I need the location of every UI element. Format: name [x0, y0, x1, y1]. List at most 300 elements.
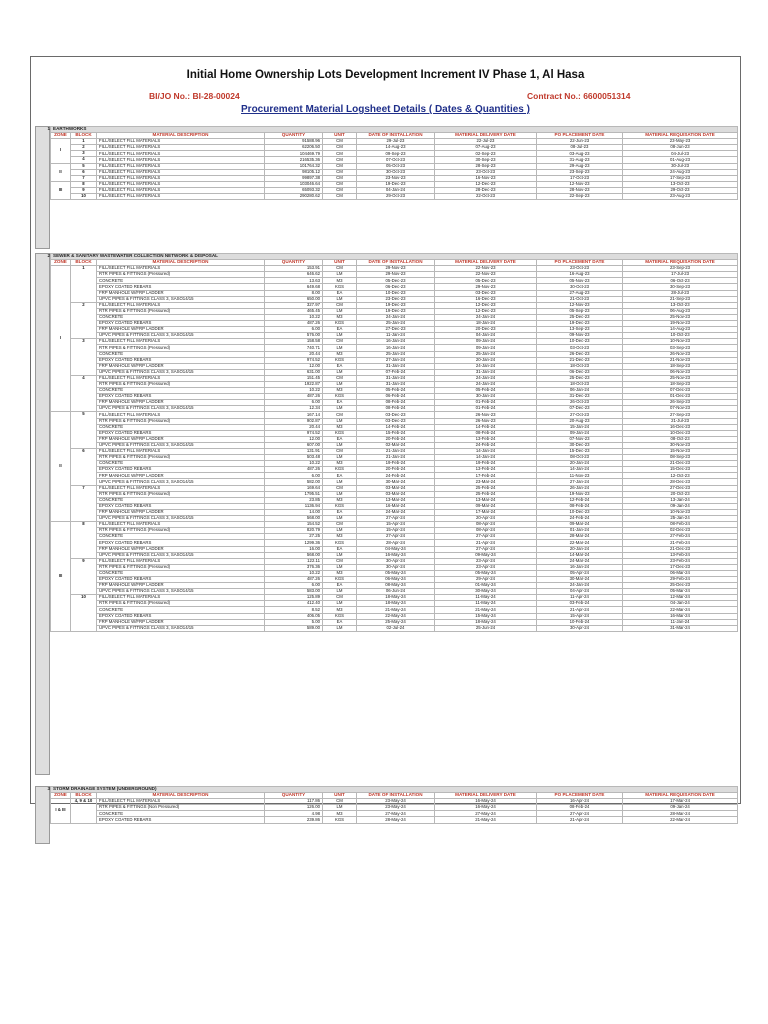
installation-date: 06-May-24 — [357, 576, 435, 582]
block-cell: 4 — [71, 157, 97, 163]
installation-date: 02-Jul-24 — [357, 625, 435, 631]
quantity: 649.68 — [265, 284, 323, 290]
material-description: EPOXY COATED REBARS — [97, 284, 265, 290]
delivery-date: 23-Apr-24 — [435, 564, 537, 570]
unit: CM — [323, 558, 357, 564]
unit: M3 — [323, 388, 357, 394]
unit: LM — [323, 805, 357, 811]
delivery-date: 22-Jul-23 — [435, 139, 537, 145]
requisition-date: 25-Jan-24 — [623, 516, 738, 522]
material-description: FRP MANHOLE W/FRP LADDER — [97, 436, 265, 442]
material-description: FILL/SELECT FILL MATERIALS — [97, 799, 265, 805]
quantity: 376.36 — [265, 564, 323, 570]
column-header: MATERIAL REQUISATION DATE — [623, 133, 738, 139]
requisition-date: 28-Dec-23 — [623, 479, 738, 485]
column-header: BLOCK — [71, 793, 97, 799]
column-header: MATERIAL REQUISATION DATE — [623, 260, 738, 266]
material-description: UPVC PIPES & FITTINGS CLASS 3, SASO14/15 — [97, 589, 265, 595]
installation-date: 05-Dec-23 — [357, 278, 435, 284]
section-earthworks — [47, 126, 737, 200]
block-cell: 10 — [71, 194, 97, 200]
unit: M3 — [323, 811, 357, 817]
installation-date: 23-May-24 — [357, 805, 435, 811]
quantity: 646.62 — [265, 272, 323, 278]
requisition-date: 08-Feb-24 — [623, 522, 738, 528]
quantity: 153.91 — [265, 266, 323, 272]
delivery-date: 02-Sep-23 — [435, 151, 537, 157]
unit: EA — [323, 436, 357, 442]
material-description: FILL/SELECT FILL MATERIALS — [97, 449, 265, 455]
po-placement-date: 11-Nov-23 — [537, 473, 623, 479]
installation-date: 05-May-24 — [357, 570, 435, 576]
po-placement-date: 10-Dec-23 — [537, 509, 623, 515]
block-cell: 6 — [71, 169, 97, 175]
bi-jo-number: BI/JO No.: BI-28-00024 — [149, 91, 240, 101]
material-description: CONCRETE — [97, 314, 265, 320]
delivery-date: 25-Feb-24 — [435, 491, 537, 497]
unit: M3 — [323, 424, 357, 430]
column-header: UNIT — [323, 793, 357, 799]
installation-date: 29-Nov-23 — [357, 272, 435, 278]
quantity: 16.00 — [265, 546, 323, 552]
installation-date: 18-May-24 — [357, 595, 435, 601]
po-placement-date: 20-Jan-24 — [537, 546, 623, 552]
po-placement-date: 06-Jan-24 — [537, 388, 623, 394]
unit: CM — [323, 449, 357, 455]
installation-date: 09-Sep-23 — [357, 151, 435, 157]
delivery-date: 26-Nov-23 — [435, 418, 537, 424]
material-description: UPVC PIPES & FITTINGS CLASS 3, SASO14/15 — [97, 296, 265, 302]
po-placement-date: 23-Sep-23 — [537, 169, 623, 175]
requisition-date: 17-Mar-24 — [623, 799, 738, 805]
delivery-date: 29-Apr-24 — [435, 576, 537, 582]
section-title: SEWER & SANITARY WASTEWATER COLLECTION NETWORK & DISPOSAL — [53, 253, 218, 259]
installation-date: 30-Oct-23 — [357, 169, 435, 175]
delivery-date: 18-May-24 — [435, 619, 537, 625]
quantity: 487.26 — [265, 394, 323, 400]
installation-date: 27-Jan-24 — [357, 357, 435, 363]
delivery-date: 24-Jan-24 — [435, 314, 537, 320]
installation-date: 03-Dec-23 — [357, 412, 435, 418]
zone-cell: II — [51, 163, 71, 181]
requisition-date: 10-Oct-23 — [623, 333, 738, 339]
material-description: FRP MANHOLE W/FRP LADDER — [97, 327, 265, 333]
po-placement-date: 24-Jan-24 — [537, 583, 623, 589]
po-placement-date: 06-Dec-23 — [537, 369, 623, 375]
po-placement-date: 08-Jul-23 — [537, 145, 623, 151]
quantity: 122.11 — [265, 558, 323, 564]
requisition-date: 10-Dec-23 — [623, 430, 738, 436]
requisition-date: 25-Nov-23 — [623, 375, 738, 381]
po-placement-date: 10-Dec-23 — [537, 339, 623, 345]
requisition-date: 13-Oct-23 — [623, 181, 738, 187]
po-placement-date: 23-Oct-23 — [537, 266, 623, 272]
delivery-date: 17-Feb-24 — [435, 473, 537, 479]
installation-date: 13-Mar-24 — [357, 497, 435, 503]
column-header: QUANTITY — [265, 793, 323, 799]
delivery-date: 20-Apr-24 — [435, 516, 537, 522]
requisition-date: 29-Oct-23 — [623, 187, 738, 193]
po-placement-date: 24-Feb-24 — [537, 516, 623, 522]
column-header: ZONE — [51, 133, 71, 139]
delivery-date: 25-Jun-24 — [435, 625, 537, 631]
quantity: 12.00 — [265, 363, 323, 369]
requisition-date: 28-Mar-24 — [623, 811, 738, 817]
material-description: FILL/SELECT FILL MATERIALS — [97, 175, 265, 181]
po-placement-date: 11-Apr-24 — [537, 595, 623, 601]
po-placement-date: 05-Apr-24 — [537, 570, 623, 576]
delivery-date: 14-Jan-24 — [435, 449, 537, 455]
delivery-date: 22-Oct-23 — [435, 194, 537, 200]
unit: CM — [323, 266, 357, 272]
requisition-date: 16-Mar-24 — [623, 613, 738, 619]
quantity: 126.00 — [265, 805, 323, 811]
installation-date: 08-May-24 — [357, 583, 435, 589]
unit: CM — [323, 302, 357, 308]
po-placement-date: 26-Dec-23 — [537, 351, 623, 357]
requisition-date: 13-Jan-24 — [623, 497, 738, 503]
requisition-date: 23-Feb-24 — [623, 558, 738, 564]
unit: LM — [323, 442, 357, 448]
po-placement-date: 30-Apr-24 — [537, 625, 623, 631]
material-description: CONCRETE — [97, 388, 265, 394]
material-description: EPOXY COATED REBARS — [97, 540, 265, 546]
installation-date: 05-Oct-23 — [357, 163, 435, 169]
requisition-date: 11-Jan-24 — [623, 619, 738, 625]
table-row — [51, 194, 738, 200]
po-placement-date: 24-Mar-24 — [537, 558, 623, 564]
requisition-date: 22-Mar-24 — [623, 817, 738, 823]
block-cell: 4, 9 & 10 — [71, 799, 97, 823]
unit: EA — [323, 509, 357, 515]
material-description: EPOXY COATED REBARS — [97, 357, 265, 363]
column-header: ZONE — [51, 260, 71, 266]
requisition-date: 12-Oct-23 — [623, 473, 738, 479]
delivery-date: 31-Jan-24 — [435, 369, 537, 375]
material-description: FILL/SELECT FILL MATERIALS — [97, 522, 265, 528]
requisition-date: 21-Nov-23 — [623, 357, 738, 363]
unit: CM — [323, 375, 357, 381]
material-description: CONCRETE — [97, 497, 265, 503]
installation-date: 16-Mar-24 — [357, 503, 435, 509]
material-description: CONCRETE — [97, 461, 265, 467]
material-description: RTR PIPES & FITTINGS (Pressured) — [97, 528, 265, 534]
material-description: FILL/SELECT FILL MATERIALS — [97, 558, 265, 564]
quantity: 65093.32 — [265, 187, 323, 193]
delivery-date: 03-Dec-23 — [435, 290, 537, 296]
installation-date: 29-Jul-23 — [357, 139, 435, 145]
installation-date: 21-May-24 — [357, 607, 435, 613]
installation-date: 30-Apr-24 — [357, 564, 435, 570]
installation-date: 03-Dec-23 — [357, 418, 435, 424]
material-description: FRP MANHOLE W/FRP LADDER — [97, 400, 265, 406]
quantity: 158.58 — [265, 339, 323, 345]
quantity: 583.00 — [265, 589, 323, 595]
quantity: 1136.94 — [265, 503, 323, 509]
installation-date: 16-Jan-24 — [357, 345, 435, 351]
quantity: 23.85 — [265, 497, 323, 503]
requisition-date: 08-Jun-23 — [623, 145, 738, 151]
unit: LM — [323, 589, 357, 595]
unit: KGS — [323, 540, 357, 546]
material-description: FILL/SELECT FILL MATERIALS — [97, 266, 265, 272]
quantity: 10.22 — [265, 314, 323, 320]
installation-date: 15-Feb-24 — [357, 430, 435, 436]
delivery-date: 24-Jan-24 — [435, 363, 537, 369]
material-description: CONCRETE — [97, 570, 265, 576]
requisition-date: 01-Dec-23 — [623, 394, 738, 400]
quantity: 406.05 — [265, 613, 323, 619]
material-description: FRP MANHOLE W/FRP LADDER — [97, 583, 265, 589]
quantity: 167.14 — [265, 412, 323, 418]
po-placement-date: 25-Dec-23 — [537, 375, 623, 381]
requisition-date: 01-Aug-23 — [623, 157, 738, 163]
requisition-date: 25-Nov-23 — [623, 314, 738, 320]
quantity: 239.86 — [265, 817, 323, 823]
delivery-date: 16-Dec-23 — [435, 296, 537, 302]
quantity: 154.52 — [265, 522, 323, 528]
po-placement-date: 15-Dec-23 — [537, 449, 623, 455]
delivery-date: 07-Aug-23 — [435, 145, 537, 151]
delivery-date: 18-Jan-24 — [435, 321, 537, 327]
po-placement-date: 03-Feb-24 — [537, 601, 623, 607]
delivery-date: 25-Jan-24 — [435, 351, 537, 357]
installation-date: 08-Feb-24 — [357, 400, 435, 406]
quantity: 101764.32 — [265, 163, 323, 169]
unit: LM — [323, 406, 357, 412]
po-placement-date: 08-Feb-24 — [537, 805, 623, 811]
block-cell: 3 — [71, 339, 97, 376]
po-placement-date: 15-Apr-24 — [537, 613, 623, 619]
column-header: MATERIAL DESCRIPTION — [97, 260, 265, 266]
po-placement-date: 12-Nov-23 — [537, 302, 623, 308]
material-description: RTR PIPES & FITTINGS (Non Pressured) — [97, 805, 265, 811]
quantity: 27.25 — [265, 534, 323, 540]
requisition-date: 22-Mar-24 — [623, 607, 738, 613]
installation-date: 24-Feb-24 — [357, 473, 435, 479]
unit: LM — [323, 564, 357, 570]
unit: LM — [323, 308, 357, 314]
column-header: MATERIAL REQUISATION DATE — [623, 793, 738, 799]
column-header: QUANTITY — [265, 260, 323, 266]
po-placement-date: 25-Dec-23 — [537, 314, 623, 320]
quantity: 6.00 — [265, 327, 323, 333]
unit: EA — [323, 473, 357, 479]
column-header: DATE OF INSTALLATION — [357, 793, 435, 799]
page-title: Initial Home Ownership Lots Development Increment IV Phase 1, Al Hasa — [186, 69, 585, 81]
quantity: 216535.36 — [265, 157, 323, 163]
quantity: 4.98 — [265, 811, 323, 817]
unit: CM — [323, 169, 357, 175]
column-header: MATERIAL DESCRIPTION — [97, 793, 265, 799]
requisition-date: 31-Mar-24 — [623, 625, 738, 631]
installation-date: 16-May-24 — [357, 552, 435, 558]
unit: CM — [323, 339, 357, 345]
material-description: UPVC PIPES & FITTINGS CLASS 3, SASO14/15 — [97, 442, 265, 448]
logsheet-page — [30, 56, 741, 822]
installation-date: 15-Apr-24 — [357, 522, 435, 528]
column-header: BLOCK — [71, 133, 97, 139]
contract-number: Contract No.: 6600051314 — [527, 91, 631, 101]
installation-date: 23-May-24 — [357, 799, 435, 805]
column-header: MATERIAL DELIVERY DATE — [435, 260, 537, 266]
po-placement-date: 16-Apr-24 — [537, 799, 623, 805]
column-header: PO PLACEMENT DATE — [537, 260, 623, 266]
quantity: 6.00 — [265, 583, 323, 589]
delivery-date: 01-May-24 — [435, 583, 537, 589]
requisition-date: 07-Dec-23 — [623, 388, 738, 394]
block-cell: 1 — [71, 139, 97, 145]
material-description: RTR PIPES & FITTINGS (Pressured) — [97, 491, 265, 497]
unit: M3 — [323, 534, 357, 540]
section-gutter-2 — [35, 253, 50, 775]
installation-date: 27-Apr-24 — [357, 516, 435, 522]
delivery-date: 21-May-24 — [435, 817, 537, 823]
po-placement-date: 21-Apr-24 — [537, 817, 623, 823]
material-description: FILL/SELECT FILL MATERIALS — [97, 375, 265, 381]
delivery-date: 26-Nov-23 — [435, 412, 537, 418]
delivery-date: 23-Apr-24 — [435, 558, 537, 564]
requisition-date: 04-Jul-23 — [623, 151, 738, 157]
installation-date: 22-May-24 — [357, 613, 435, 619]
unit: EA — [323, 619, 357, 625]
delivery-date: 17-Mar-24 — [435, 509, 537, 515]
section-title-cell — [47, 253, 738, 260]
column-header: MATERIAL DELIVERY DATE — [435, 133, 537, 139]
installation-date: 21-Jan-24 — [357, 455, 435, 461]
material-description: FILL/SELECT FILL MATERIALS — [97, 163, 265, 169]
table-row — [51, 817, 738, 823]
material-description: FILL/SELECT FILL MATERIALS — [97, 187, 265, 193]
requisition-date: 15-Nov-23 — [623, 449, 738, 455]
delivery-date: 21-May-24 — [435, 607, 537, 613]
delivery-date: 20-Jan-24 — [435, 357, 537, 363]
section-number: 1 — [47, 126, 50, 131]
block-cell: 6 — [71, 449, 97, 486]
po-placement-date: 12-Feb-24 — [537, 497, 623, 503]
block-cell: 10 — [71, 595, 97, 632]
requisition-date: 23-Aug-23 — [623, 194, 738, 200]
column-header: BLOCK — [71, 260, 97, 266]
installation-date: 19-Dec-23 — [357, 302, 435, 308]
requisition-date: 26-Nov-23 — [623, 351, 738, 357]
unit: LM — [323, 491, 357, 497]
po-placement-date: 14-Mar-24 — [537, 552, 623, 558]
column-header: DATE OF INSTALLATION — [357, 260, 435, 266]
po-placement-date: 16-Jan-24 — [537, 564, 623, 570]
unit: M3 — [323, 607, 357, 613]
unit: CM — [323, 485, 357, 491]
quantity: 974.52 — [265, 430, 323, 436]
requisition-date: 25-Dec-23 — [623, 583, 738, 589]
requisition-date: 12-Mar-24 — [623, 595, 738, 601]
installation-date: 28-Apr-24 — [357, 540, 435, 546]
po-placement-date: 30-Mar-24 — [537, 576, 623, 582]
po-placement-date: 07-Nov-23 — [537, 436, 623, 442]
section-sewer-sanitary — [47, 253, 737, 632]
requisition-date: 27-Sep-23 — [623, 412, 738, 418]
requisition-date: 26-Sep-23 — [623, 400, 738, 406]
quantity: 412.40 — [265, 601, 323, 607]
po-placement-date: 19-Dec-23 — [537, 321, 623, 327]
quantity: 1795.51 — [265, 491, 323, 497]
material-description: UPVC PIPES & FITTINGS CLASS 3, SASO14/15 — [97, 552, 265, 558]
installation-date: 24-Jan-24 — [357, 314, 435, 320]
material-description: FRP MANHOLE W/FRP LADDER — [97, 546, 265, 552]
quantity: 5.00 — [265, 619, 323, 625]
po-placement-date: 30-Dec-23 — [537, 442, 623, 448]
material-description: FILL/SELECT FILL MATERIALS — [97, 181, 265, 187]
po-placement-date: 07-Dec-23 — [537, 406, 623, 412]
po-placement-date: 20-Jan-24 — [537, 461, 623, 467]
requisition-date: 18-Sep-23 — [623, 381, 738, 387]
installation-date: 18-May-24 — [357, 601, 435, 607]
delivery-date: 11-May-24 — [435, 595, 537, 601]
column-header: UNIT — [323, 133, 357, 139]
po-placement-date: 04-Apr-24 — [537, 589, 623, 595]
quantity: 104469.79 — [265, 151, 323, 157]
delivery-date: 25-Feb-24 — [435, 485, 537, 491]
delivery-date: 24-Jan-24 — [435, 381, 537, 387]
delivery-date: 28-Dec-23 — [435, 187, 537, 193]
delivery-date: 05-Feb-24 — [435, 388, 537, 394]
unit: LM — [323, 272, 357, 278]
installation-date: 08-Feb-24 — [357, 406, 435, 412]
quantity: 20.44 — [265, 424, 323, 430]
po-placement-date: 09-Nov-23 — [537, 333, 623, 339]
installation-date: 25-Jan-24 — [357, 321, 435, 327]
block-cell: 9 — [71, 187, 97, 193]
requisition-date: 04-Jan-24 — [623, 601, 738, 607]
unit: EA — [323, 400, 357, 406]
zone-cell: III — [51, 522, 71, 632]
quantity: 503.48 — [265, 455, 323, 461]
quantity: 14.00 — [265, 509, 323, 515]
po-placement-date: 12-Nov-23 — [537, 181, 623, 187]
quantity: 151.45 — [265, 375, 323, 381]
unit: LM — [323, 296, 357, 302]
zone-cell: I — [51, 139, 71, 163]
unit: LM — [323, 418, 357, 424]
delivery-date: 22-Nov-23 — [435, 266, 537, 272]
installation-date: 06-Jun-24 — [357, 589, 435, 595]
installation-date: 07-Feb-24 — [357, 369, 435, 375]
installation-date: 31-Jan-24 — [357, 381, 435, 387]
requisition-date: 21-Dec-23 — [623, 461, 738, 467]
delivery-date: 30-Sep-23 — [435, 157, 537, 163]
unit: M3 — [323, 351, 357, 357]
material-description: FILL/SELECT FILL MATERIALS — [97, 412, 265, 418]
requisition-date: 21-Sep-23 — [623, 296, 738, 302]
material-description: CONCRETE — [97, 351, 265, 357]
material-description: RTR PIPES & FITTINGS (Pressured) — [97, 345, 265, 351]
delivery-date: 05-Dec-23 — [435, 278, 537, 284]
material-description: FILL/SELECT FILL MATERIALS — [97, 194, 265, 200]
installation-date: 11-Jan-24 — [357, 333, 435, 339]
unit: CM — [323, 181, 357, 187]
installation-date: 29-Nov-23 — [357, 266, 435, 272]
po-placement-date: 14-Jan-24 — [537, 467, 623, 473]
requisition-date: 30-Nov-23 — [623, 442, 738, 448]
installation-date: 25-May-24 — [357, 619, 435, 625]
requisition-date: 18-Sep-23 — [623, 363, 738, 369]
po-placement-date: 22-Mar-24 — [537, 540, 623, 546]
delivery-date: 04-Jan-24 — [435, 333, 537, 339]
requisition-date: 09-Jan-24 — [623, 805, 738, 811]
quantity: 290280.62 — [265, 194, 323, 200]
material-description: UPVC PIPES & FITTINGS CLASS 3, SASO14/15 — [97, 516, 265, 522]
material-description: FILL/SELECT FILL MATERIALS — [97, 595, 265, 601]
